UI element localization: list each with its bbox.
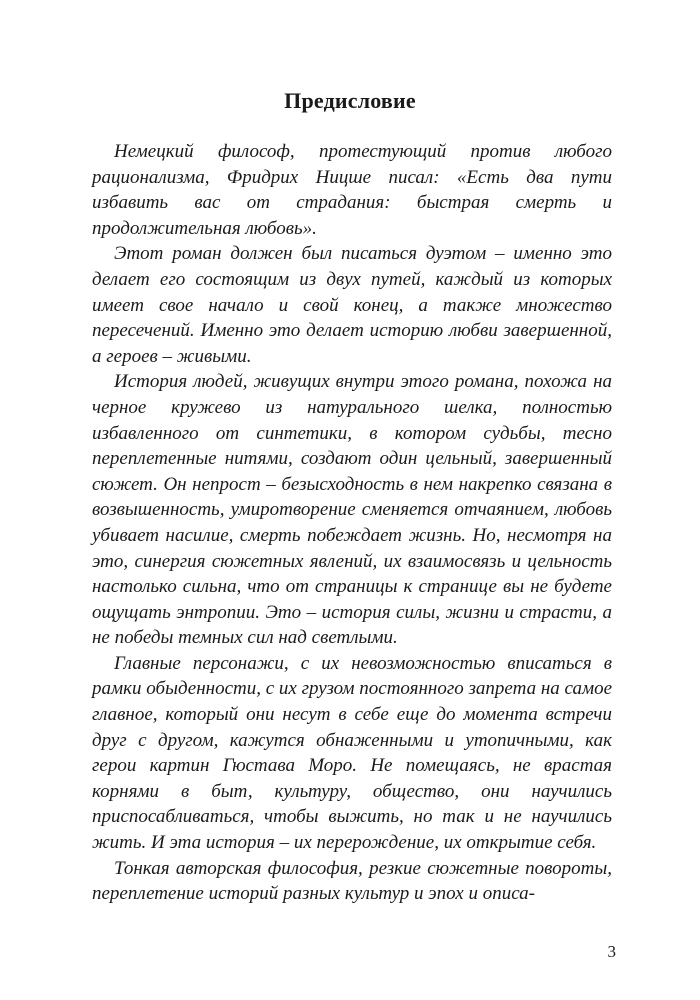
paragraph-4: Главные персонажи, с их невозможностью вписаться в рамки обыденности, с их грузом постоянного запрета на самое главное, который они несут в себе еще до момента встречи друг с другом, кажутся обнаженными и утопичными, как герои картин Гюстава Моро. Не помещаясь, не врастая корнями в быт, культуру, общество, они научились приспосабливаться, чтобы выжить, но так и не научились жить. И эта история – их перерождение, их открытие себя. [92,652,612,854]
preface-body [92,139,612,907]
paragraph-5: Тонкая авторская философия, резкие сюжетные повороты, переплетение историй разных культур и эпох и описа- [92,857,612,905]
paragraph-2: Этот роман должен был писаться дуэтом – именно это делает его состоящим из двух путей, каждый из которых имеет свое начало и свой конец, а также множество пересечений. Именно это делает историю любви завершенной, а героев – живыми. [92,243,612,367]
page-number: 3 [607,942,616,961]
page-title: Предисловие [284,88,416,113]
paragraph-3: История людей, живущих внутри этого романа, похожа на черное кружево из натурального шелка, полностью избавленного от синтетики, в котором судьбы, тесно переплетенные нитями, создают один цельный, завершенный сюжет. Он непрост – безысходность в нем накрепко связана в возвышенность, умиротворение сменяется отчаянием, любовь убивает насилие, смерть побеждает жизнь. Но, несмотря на это, синергия сюжетных явлений, их взаимосвязь и цельность настолько сильна, что от страницы к странице вы не будете ощущать энтропии. Это – история силы, жизни и страсти, а не победы темных сил над светлыми. [92,371,612,649]
paragraph-1: Немецкий философ, протестующий против любого рационализма, Фридрих Ницше писал: «Есть два пути избавить вас от страдания: быстрая смерть и продолжительная любовь». [92,141,612,239]
